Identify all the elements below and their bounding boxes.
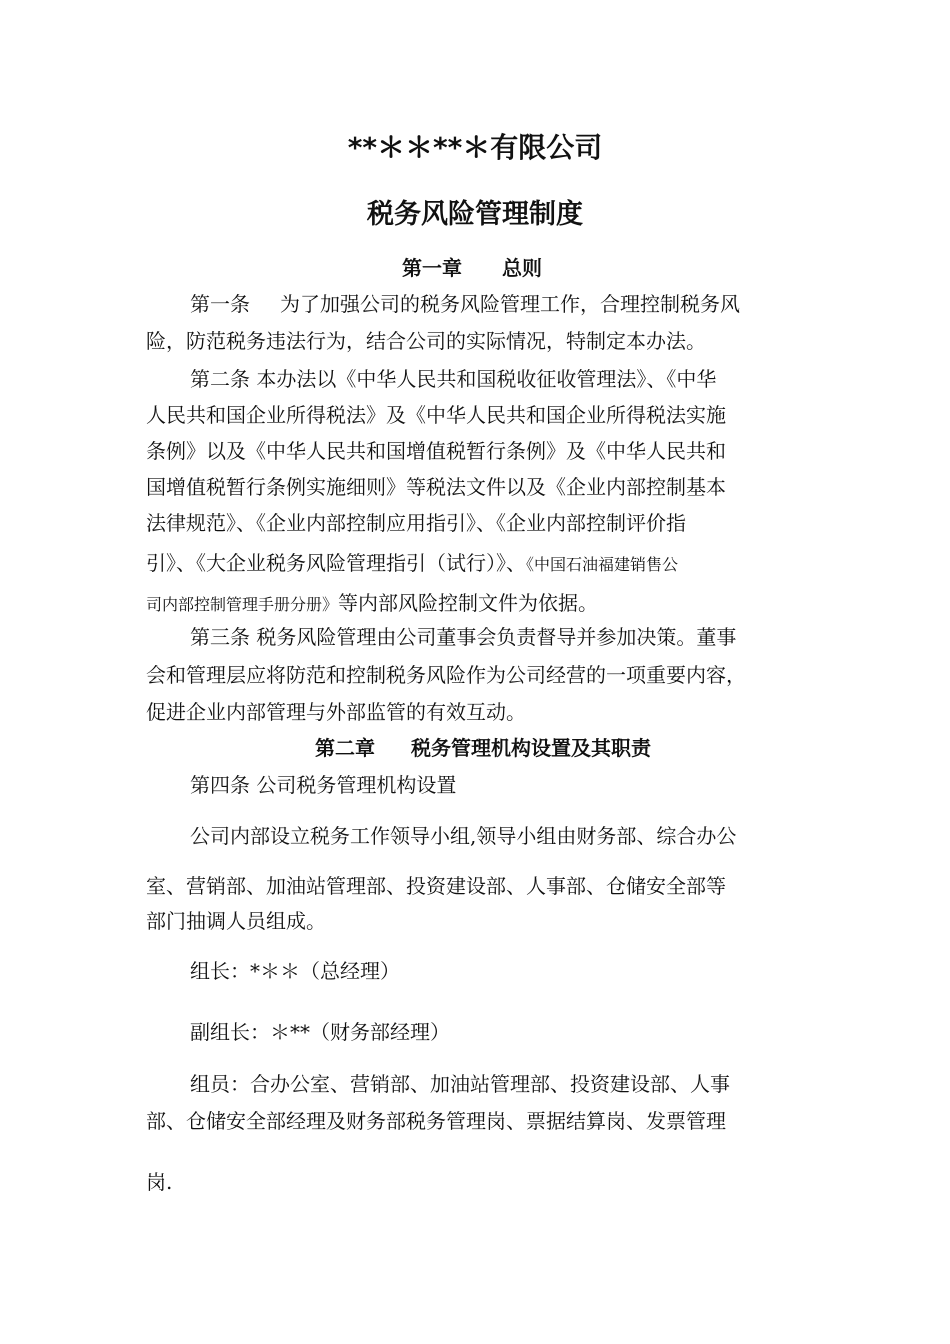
article-2-line-6-small: 《中国石油福建销售公 bbox=[526, 555, 679, 574]
article-3-line-1: 第三条 税务风险管理由公司董事会负责督导并参加决策。董事 bbox=[190, 625, 737, 649]
article-2-line-3: 条例》以及《中华人民共和国增值税暂行条例》及《中华人民共和 bbox=[146, 439, 726, 463]
article-4-heading: 第四条 公司税务管理机构设置 bbox=[190, 773, 457, 797]
group-leader-line: 组长：*＊＊（总经理） bbox=[190, 959, 400, 983]
chapter-2-name: 税务管理机构设置及其职责 bbox=[411, 736, 651, 760]
article-2-line-6 bbox=[146, 545, 678, 583]
article-1-line-2: 险，防范税务违法行为，结合公司的实际情况，特制定本办法。 bbox=[146, 329, 706, 353]
article-3-line-2: 会和管理层应将防范和控制税务风险作为公司经营的一项重要内容， bbox=[146, 663, 746, 687]
chapter-1-heading bbox=[402, 253, 542, 283]
article-1-label: 第一条 bbox=[190, 292, 250, 316]
chapter-2-number: 第二章 bbox=[315, 736, 375, 760]
chapter-1-name: 总则 bbox=[502, 256, 542, 280]
article-2-line-7 bbox=[146, 585, 598, 623]
article-1-line-1 bbox=[190, 286, 740, 322]
document-title: 税务风险管理制度 bbox=[367, 199, 583, 230]
article-2-line-4: 国增值税暂行条例实施细则》等税法文件以及《企业内部控制基本 bbox=[146, 475, 726, 499]
article-1-text: 为了加强公司的税务风险管理工作，合理控制税务风 bbox=[280, 292, 740, 316]
article-4-para-line-2: 室、营销部、加油站管理部、投资建设部、人事部、仓储安全部等 bbox=[146, 874, 726, 898]
members-line-1: 组员：合办公室、营销部、加油站管理部、投资建设部、人事 bbox=[190, 1072, 730, 1096]
article-2-line-7-small: 司内部控制管理手册分册》 bbox=[146, 595, 339, 614]
article-4-para-line-3: 部门抽调人员组成。 bbox=[146, 909, 326, 933]
members-line-2: 部、仓储安全部经理及财务部税务管理岗、票据结算岗、发票管理 bbox=[146, 1109, 726, 1133]
chapter-1-number: 第一章 bbox=[402, 256, 462, 280]
article-3-line-3: 促进企业内部管理与外部监管的有效互动。 bbox=[146, 700, 526, 724]
article-2-line-1: 第二条 本办法以《中华人民共和国税收征收管理法》、《中华 bbox=[190, 367, 717, 391]
article-2-line-7-main: 等内部风险控制文件为依据。 bbox=[338, 591, 599, 615]
article-4-para-line-1: 公司内部设立税务工作领导小组,领导小组由财务部、综合办公 bbox=[190, 824, 737, 848]
article-2-line-5: 法律规范》、《企业内部控制应用指引》、《企业内部控制评价指 bbox=[146, 511, 686, 535]
deputy-leader-line: 副组长：＊**（财务部经理） bbox=[190, 1020, 450, 1044]
article-2-line-2: 人民共和国企业所得税法》及《中华人民共和国企业所得税法实施 bbox=[146, 403, 726, 427]
chapter-2-heading bbox=[315, 733, 651, 763]
article-2-line-6-main: 引》、《大企业税务风险管理指引（试行）》、 bbox=[146, 551, 526, 575]
members-line-3: 岗. bbox=[146, 1170, 173, 1194]
company-name: **＊＊**＊有限公司 bbox=[347, 131, 603, 164]
